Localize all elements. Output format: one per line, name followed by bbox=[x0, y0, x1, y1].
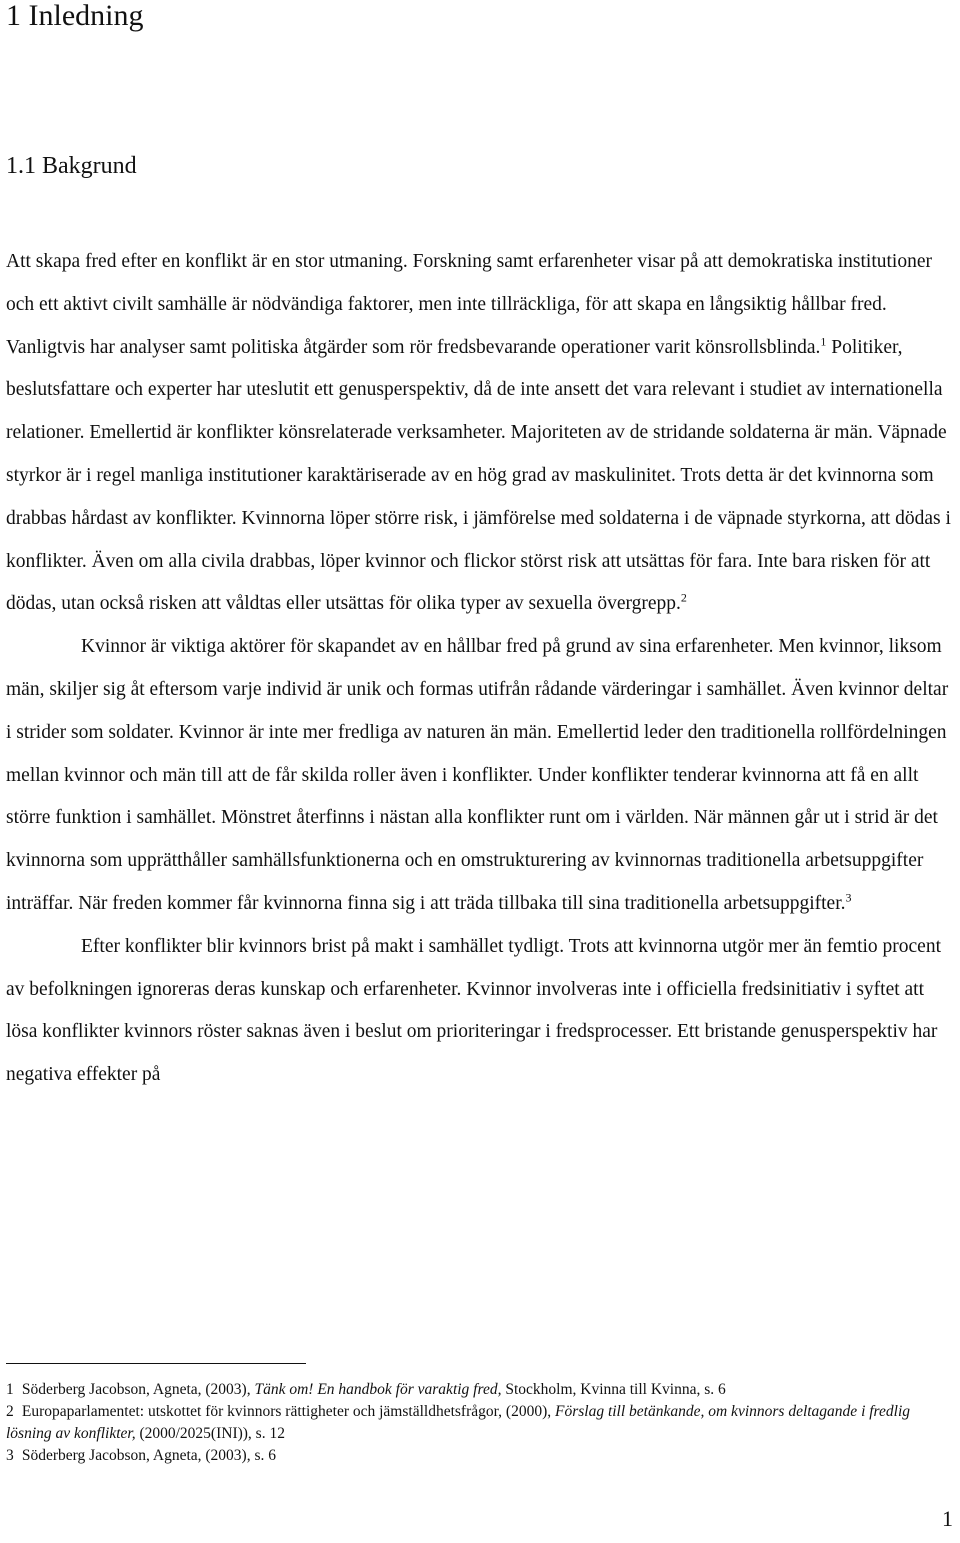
footnote-ref-1: 1 bbox=[820, 334, 827, 349]
chapter-heading: 1 Inledning bbox=[6, 0, 144, 32]
footnote-text: Söderberg Jacobson, Agneta, (2003), s. 6 bbox=[21, 1447, 277, 1464]
footnote-text-end: (2000/2025(INI)), s. 12 bbox=[135, 1425, 285, 1442]
footnote-1 bbox=[6, 1379, 954, 1401]
footnote-2 bbox=[6, 1401, 954, 1445]
footnote-ref-3: 3 bbox=[845, 890, 852, 905]
footnote-number: 3 bbox=[6, 1447, 14, 1464]
paragraph-1 bbox=[6, 241, 954, 626]
footnote-text: Söderberg Jacobson, Agneta, (2003), bbox=[21, 1381, 255, 1398]
footnotes bbox=[6, 1379, 954, 1467]
page-number: 1 bbox=[942, 1506, 953, 1531]
footnote-separator bbox=[6, 1363, 306, 1364]
footnote-title: Förslag till betänkande, om kvinnors deltagande i fredlig lösning av konflikter, bbox=[6, 1403, 911, 1442]
footnote-title: Tänk om! En handbok för varaktig fred, bbox=[254, 1381, 502, 1398]
footnote-text: Europaparlamentet: utskottet för kvinnors rättigheter och jämställdhetsfrågor, (2000), bbox=[21, 1403, 555, 1420]
paragraph-1-part-2: Politiker, beslutsfattare och experter har uteslutit ett genusperspektiv, då de inte ansett det vara relevant i studiet av internationella relationer. Emellertid är konflikter könsrelaterade verksamheter. Majoriteten av de stridande soldaterna är män. Väpnade styrkor är i regel manliga institutioner karaktäriserade av en hög grad av maskulinitet. Trots detta är det kvinnorna som drabbas hårdast av konflikter. Kvinnorna löper större risk, i jämförelse med soldaterna i de väpnade styrkorna, att dödas i konflikter. Även om alla civila drabbas, löper kvinnor och flickor störst risk att utsättas för fara. Inte bara risken för att dödas, utan också risken att våldtas eller utsättas för olika typer av sexuella övergrepp. bbox=[6, 336, 951, 615]
body-text bbox=[6, 241, 954, 1097]
section-heading: 1.1 Bakgrund bbox=[6, 153, 137, 179]
paragraph-2-text: Kvinnor är viktiga aktörer för skapandet av en hållbar fred på grund av sina erfarenheter. Men kvinnor, liksom män, skiljer sig åt eftersom varje individ är unik och formas utifrån rådande värderingar i samhället. Även kvinnor deltar i strider som soldater. Kvinnor är inte mer fredliga av naturen än män. Emellertid leder den traditionella rollfördelningen mellan kvinnor och män till att de får skilda roller även i konflikter. Under konflikter tenderar kvinnorna att få en allt större funktion i samhället. Mönstret återfinns i nästan alla konflikter runt om i världen. När männen går ut i strid är det kvinnorna som upprätthåller samhällsfunktionerna och en omstrukturering av kvinnornas traditionella arbetsuppgifter inträffar. När freden kommer får kvinnorna finna sig i att träda tillbaka till sina traditionella arbetsuppgifter. bbox=[6, 636, 949, 914]
footnote-number: 2 bbox=[6, 1403, 14, 1420]
footnote-number: 1 bbox=[6, 1381, 14, 1398]
paragraph-1-part-1: Att skapa fred efter en konflikt är en stor utmaning. Forskning samt erfarenheter visar på att demokratiska institutioner och ett aktivt civilt samhälle är nödvändiga faktorer, men inte tillräckliga, för att skapa en långsiktig hållbar fred. Vanligtvis har analyser samt politiska åtgärder som rör fredsbevarande operationer varit könsrollsblinda. bbox=[6, 251, 932, 358]
paragraph-2 bbox=[6, 626, 954, 926]
footnote-ref-2: 2 bbox=[680, 590, 687, 605]
footnote-text-end: Stockholm, Kvinna till Kvinna, s. 6 bbox=[501, 1381, 726, 1398]
paragraph-3 bbox=[6, 926, 954, 1097]
paragraph-3-text: Efter konflikter blir kvinnors brist på makt i samhället tydligt. Trots att kvinnorna utgör mer än femtio procent av befolkningen ignoreras deras kunskap och erfarenheter. Kvinnor involveras inte i officiella fredsinitiativ i syftet att lösa konflikter kvinnors röster saknas även i beslut om prioriteringar i fredsprocesser. Ett bristande genusperspektiv har negativa effekter på bbox=[6, 935, 942, 1086]
footnote-3 bbox=[6, 1445, 954, 1467]
